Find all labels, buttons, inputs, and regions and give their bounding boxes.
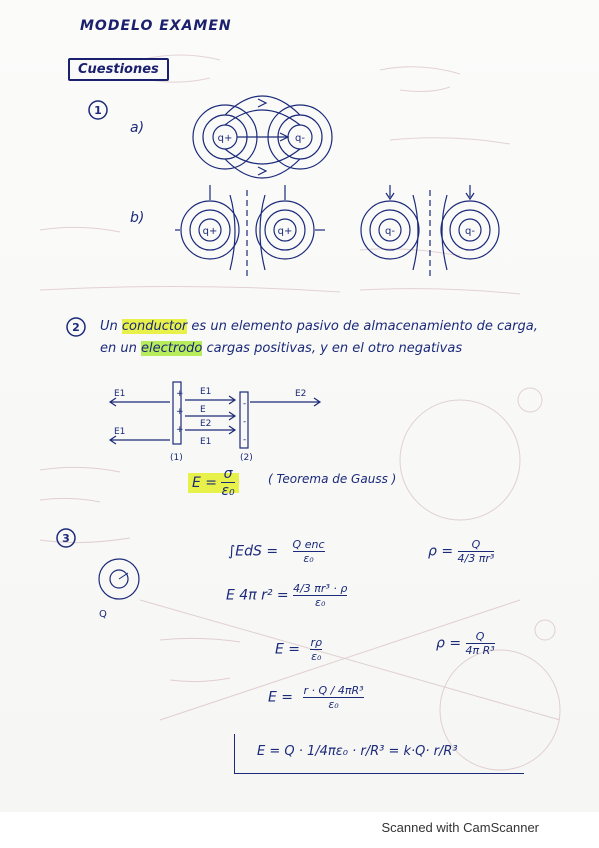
- svg-text:+: +: [176, 389, 184, 399]
- svg-text:-: -: [243, 417, 247, 427]
- gauss-equation: ∫EdS = Q enc ε₀: [228, 538, 325, 565]
- q2-theorem-note: ( Teorema de Gauss ): [268, 472, 397, 486]
- gauss-equation-expanded: E 4π r² = $\frac{\text{4/3 πr³ · ρ}}{\text{ε₀}}$: [226, 582, 348, 609]
- question-3-marker: [54, 526, 78, 550]
- page-title: MODELO EXAMEN: [80, 18, 232, 34]
- svg-text:1: 1: [94, 104, 102, 117]
- question-1-marker: [86, 98, 110, 122]
- svg-text:q-: q-: [385, 226, 395, 237]
- svg-text:E1: E1: [114, 389, 126, 399]
- sphere-diagram: [95, 555, 145, 625]
- q2-answer-text: Un conductor es un elemento pasivo de almacenamiento de carga, en un electrodo cargas positivas, y en el otro negativas: [100, 319, 538, 356]
- svg-text:E1: E1: [200, 387, 212, 397]
- svg-text:q+: q+: [217, 133, 233, 144]
- svg-text:E1: E1: [114, 427, 126, 437]
- svg-text:E2: E2: [200, 419, 212, 429]
- final-result: E = Q · 1/4πε₀ · r/R³ = k·Q· r/R³: [257, 744, 458, 759]
- highlight-electrode: electrodo: [141, 341, 203, 356]
- svg-text:3: 3: [62, 532, 70, 545]
- final-result-box: [234, 734, 524, 774]
- scanner-watermark: Scanned with CamScanner: [381, 820, 539, 835]
- q2-formula: E = $\frac{\sigma}{\text{ε₀}}$: [188, 466, 239, 499]
- svg-text:E: E: [200, 405, 206, 415]
- q1-part-b-label: b): [130, 210, 145, 226]
- svg-text:+: +: [176, 407, 184, 417]
- svg-text:q-: q-: [465, 226, 475, 237]
- svg-text:Q: Q: [99, 609, 107, 620]
- capacitor-plates-diagram: [100, 372, 330, 472]
- svg-text:+: +: [176, 425, 184, 435]
- svg-text:(2): (2): [240, 453, 253, 463]
- question-2-marker: [64, 315, 88, 339]
- density-equation-1: ρ = $\frac{Q}{\text{4/3 πr³}}$: [428, 538, 495, 565]
- highlight-conductor: conductor: [121, 319, 188, 334]
- dipole-field-diagram: [180, 95, 350, 185]
- svg-text:2: 2: [72, 321, 80, 334]
- q1-part-a-label: a): [130, 120, 145, 136]
- charge-pairs-diagram: [175, 185, 515, 285]
- svg-text:q+: q+: [277, 226, 293, 237]
- svg-text:q-: q-: [295, 133, 305, 144]
- svg-text:E1: E1: [200, 437, 212, 447]
- svg-text:-: -: [243, 435, 247, 445]
- density-equation-2: ρ = $\frac{Q}{\text{4π R³}}$: [436, 630, 495, 657]
- section-heading: Cuestiones: [68, 58, 169, 81]
- svg-text:E2: E2: [295, 389, 307, 399]
- field-equation-rho: E = $\frac{r\rho}{\text{ε₀}}$: [275, 636, 322, 663]
- field-equation-substituted: E = $\frac{\text{r · Q / 4πR³}}{\text{ε₀}}$: [268, 684, 364, 711]
- svg-text:q+: q+: [202, 226, 218, 237]
- svg-text:-: -: [243, 399, 247, 409]
- svg-text:(1): (1): [170, 453, 183, 463]
